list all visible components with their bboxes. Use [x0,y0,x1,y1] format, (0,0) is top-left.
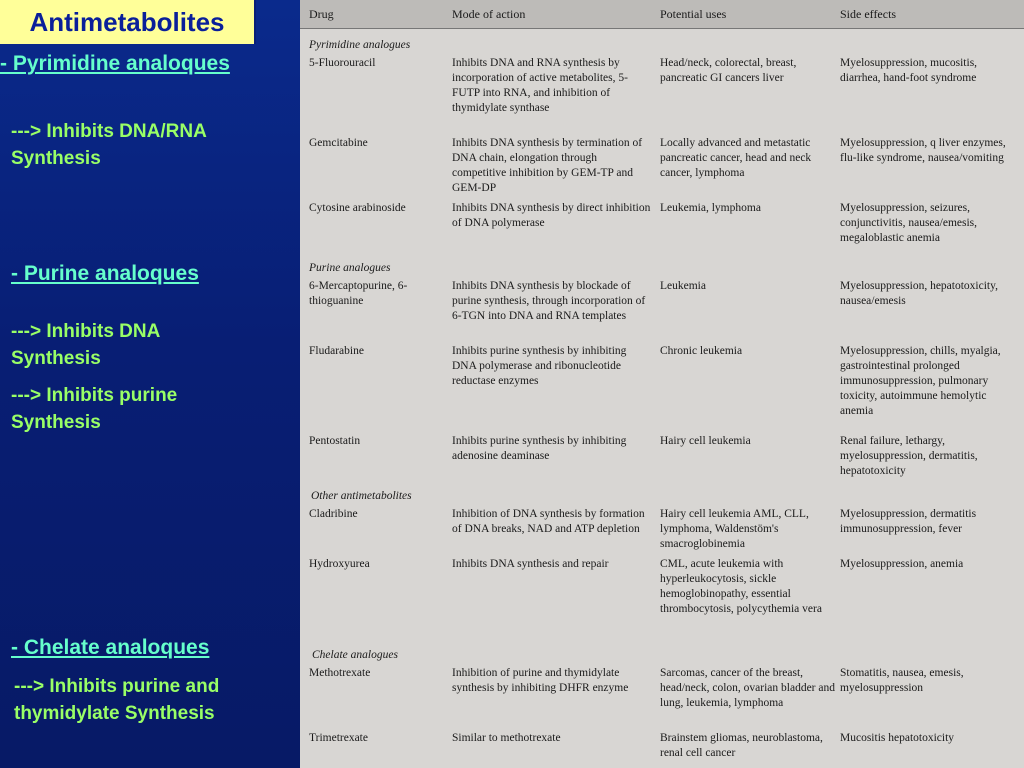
drug-table [300,0,1024,768]
row-4-mode: Inhibits DNA synthesis by blockade of purine synthesis, through incorporation of 6-TGN into DNA and RNA templates [452,280,646,322]
row-8-effects: Myelosuppression, anemia [840,558,964,570]
row-1-effects: Myelosuppression, mucositis, diarrhea, hand-foot syndrome [840,57,978,84]
header-potential-uses: Potential uses [660,7,727,21]
header-side-effects: Side effects [840,7,897,21]
row-6-drug: Pentostatin [309,435,361,447]
row-6-effects: Renal failure, lethargy, myelosuppression, dermatitis, hepatotoxicity [840,435,978,477]
row-4-uses: Leukemia [660,280,706,292]
row-6-uses: Hairy cell leukemia [660,435,751,447]
row-9-effects: Stomatitis, nausea, emesis, myelosuppression [840,667,964,694]
row-7-effects: Myelosuppression, dermatitis immunosuppression, fever [840,508,977,535]
group-label-pyrimidine: Pyrimidine analogues [309,39,411,51]
row-3-mode: Inhibits DNA synthesis by direct inhibition of DNA polymerase [452,202,651,229]
row-5-effects: Myelosuppression, chills, myalgia, gastrointestinal prolonged immunosuppression, pulmonary toxicity, autoimmune hemolytic anemia [840,345,1001,417]
section-heading-purine: - Purine analoques [11,262,199,285]
row-9-uses: Sarcomas, cancer of the breast, head/neck, colon, ovarian bladder and lung, leukemia, lymphoma [660,667,835,709]
row-3-effects: Myelosuppression, seizures, conjunctivitis, nausea/emesis, megaloblastic anemia [840,202,978,244]
row-9-drug: Methotrexate [309,667,371,679]
table-header-row [300,0,1024,29]
section-heading-chelate: - Chelate analoques [11,636,210,659]
row-1-uses: Head/neck, colorectal, breast, pancreatic GI cancers liver [660,57,797,84]
row-1-drug: 5-Fluorouracil [309,57,376,69]
row-10-mode: Similar to methotrexate [452,732,561,744]
slide-title: Antimetabolites [29,6,225,37]
row-4-drug: 6-Mercaptopurine, 6-thioguanine [309,280,408,307]
group-label-other: Other antimetabolites [311,490,412,502]
group-label-chelate: Chelate analogues [312,649,398,661]
group-label-purine: Purine analogues [309,262,391,274]
row-6-mode: Inhibits purine synthesis by inhibiting adenosine deaminase [452,435,627,462]
row-5-drug: Fludarabine [309,345,364,357]
row-10-drug: Trimetrexate [309,732,368,744]
row-5-mode: Inhibits purine synthesis by inhibiting DNA polymerase and ribonucleotide reductase enzymes [452,345,627,387]
row-4-effects: Myelosuppression, hepatotoxicity, nausea/emesis [840,280,998,307]
row-7-mode: Inhibition of DNA synthesis by formation of DNA breaks, NAD and ATP depletion [452,508,645,535]
row-10-uses: Brainstem gliomas, neuroblastoma, renal cell cancer [660,732,823,759]
row-2-effects: Myelosuppression, q liver enzymes, flu-like syndrome, nausea/vomiting [840,137,1006,164]
row-2-uses: Locally advanced and metastatic pancreatic cancer, head and neck cancer, lymphoma [660,137,812,179]
row-1-mode: Inhibits DNA and RNA synthesis by incorporation of active metabolites, 5-FUTP into RNA, and inhibition of thymidylate synthase [452,57,628,114]
row-8-uses: CML, acute leukemia with hyperleukocytosis, sickle hemoglobinopathy, essential thrombocytosis, polycythemia vera [660,558,822,615]
header-mode-of-action: Mode of action [452,7,526,21]
row-3-drug: Cytosine arabinoside [309,202,406,214]
note-purine-1: ---> Inhibits DNA Synthesis [11,321,160,369]
section-heading-pyrimidine: - Pyrimidine analoques [0,52,230,75]
row-7-uses: Hairy cell leukemia AML, CLL, lymphoma, Waldenstöm's smacroglobinemia [660,508,809,550]
row-9-mode: Inhibition of purine and thymidylate synthesis by inhibiting DHFR enzyme [452,667,629,694]
row-7-drug: Cladribine [309,508,358,520]
row-2-mode: Inhibits DNA synthesis by termination of DNA chain, elongation through competitive inhibition by GEM-TP and GEM-DP [452,137,643,194]
note-pyrimidine: ---> Inhibits DNA/RNA Synthesis [11,121,207,169]
row-5-uses: Chronic leukemia [660,345,743,357]
row-2-drug: Gemcitabine [309,137,368,149]
row-3-uses: Leukemia, lymphoma [660,202,761,214]
row-10-effects: Mucositis hepatotoxicity [840,732,955,744]
row-8-mode: Inhibits DNA synthesis and repair [452,558,609,570]
note-chelate: ---> Inhibits purine and thymidylate Synthesis [14,676,220,724]
note-purine-2: ---> Inhibits purine Synthesis [11,385,178,433]
row-8-drug: Hydroxyurea [309,558,370,570]
slide-title-box [0,0,256,44]
header-drug: Drug [309,7,334,21]
